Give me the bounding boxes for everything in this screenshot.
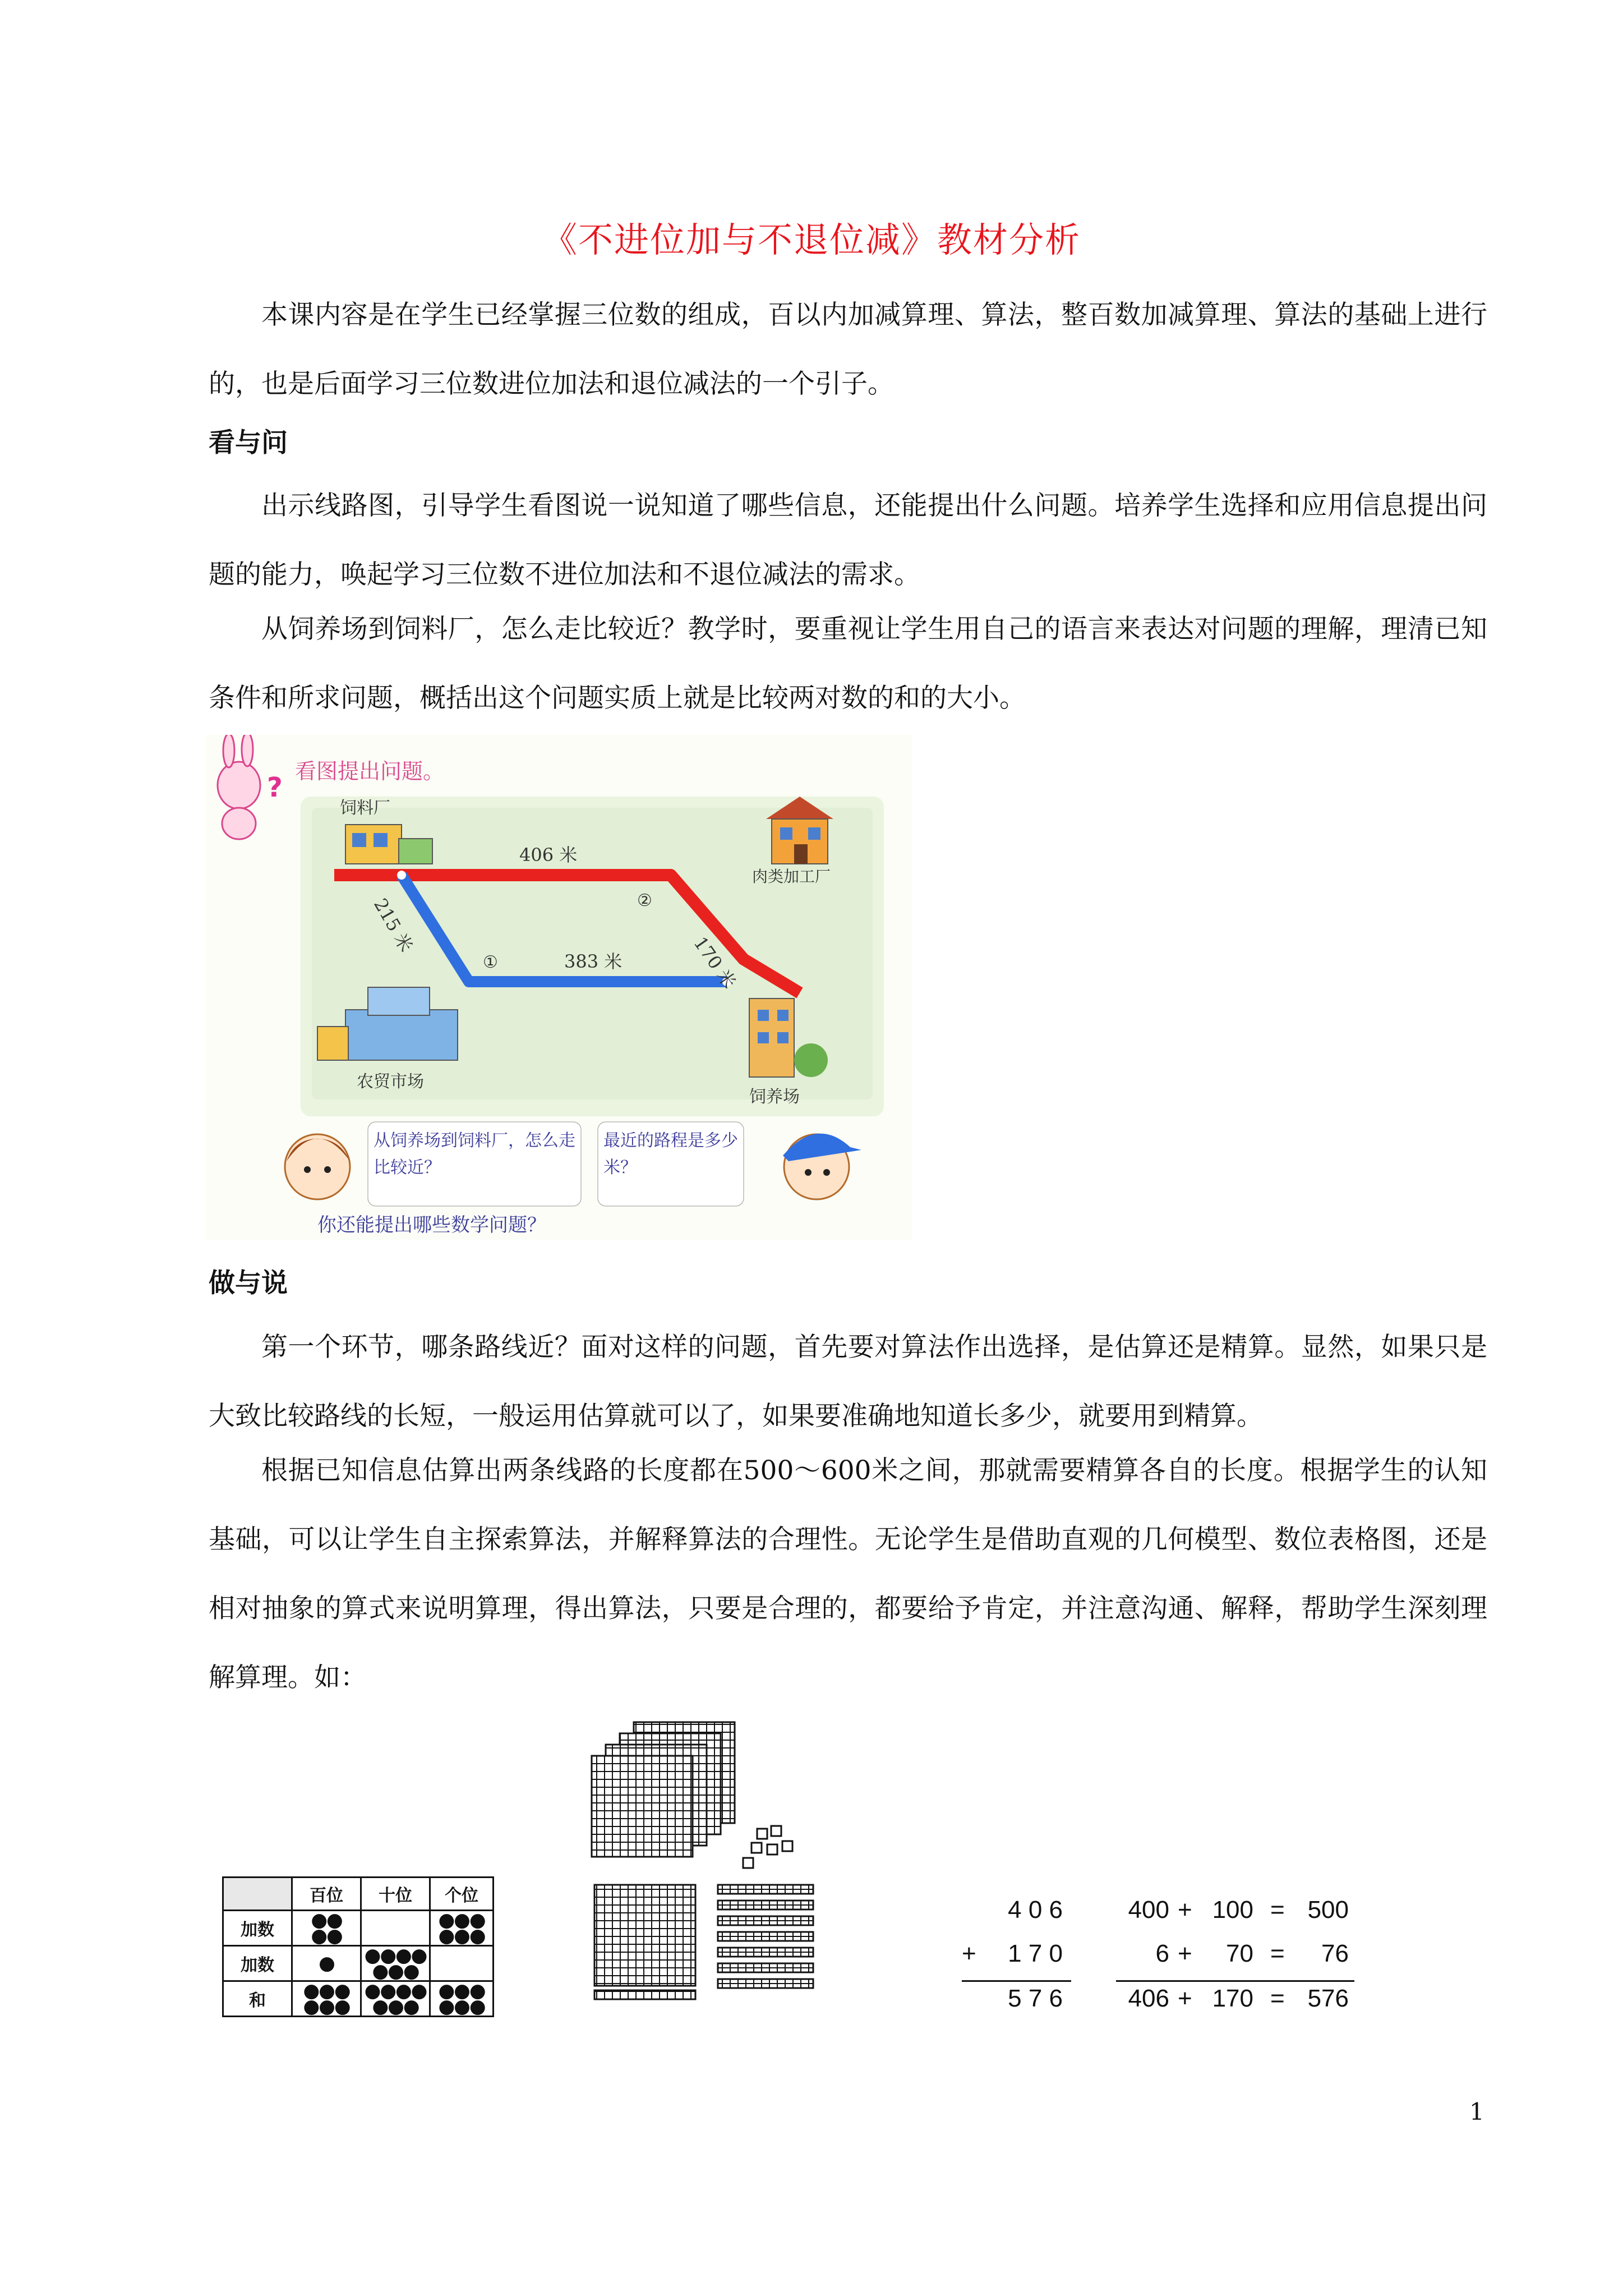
split-1-r: 500 xyxy=(1307,1896,1349,1924)
split-2-b: 70 xyxy=(1226,1940,1253,1967)
split-3-r: 576 xyxy=(1307,1985,1349,2012)
paragraph-look-ask-2: 从饲养场到饲料厂，怎么走比较近？教学时，要重视让学生用自己的语言来表达对问题的理解，理清已知条件和所求问题，概括出这个问题实质上就是比较两对数的和的大小。 xyxy=(209,614,1487,714)
hundreds-flat-icon xyxy=(592,1722,735,1857)
label-farm: 饲养场 xyxy=(749,1087,800,1107)
route-mark-2: ② xyxy=(637,891,652,910)
split-3-eq: = xyxy=(1270,1985,1285,2012)
label-feed-factory: 饲料厂 xyxy=(340,798,390,818)
split-2-op: + xyxy=(1178,1940,1192,1967)
dots-ones: ●●● ●●● xyxy=(430,1911,494,1946)
route-map-illustration xyxy=(205,735,912,1240)
split-3-a: 406 xyxy=(1128,1985,1169,2012)
paragraph-do-say-2: 根据已知信息估算出两条线路的长度都在500～600米之间，那就需要精算各自的长度。根据学生的认知基础，可以让学生自主探索算法，并解释算法的合理性。无论学生是借助直观的几何模型、数位表格图，还是相对抽象的算式来说明算理，得出算法，只要是合理的，都要给予肯定，并注意沟通、解释，帮助学生深刻理解算理。如： xyxy=(209,1455,1487,1693)
dots-ones: ●●● ●●● xyxy=(430,1981,494,2017)
header-hundreds: 百位 xyxy=(292,1878,361,1911)
map-prompt: 看图提出问题。 xyxy=(295,759,445,784)
distance-left: 215 米 xyxy=(370,895,417,956)
intro-paragraph: 本课内容是在学生已经掌握三位数的组成，百以内加减算理、算法，整百数加减算理、算法的基础上进行的，也是后面学习三位数进位加法和退位减法的一个引子。 xyxy=(209,300,1487,399)
header-tens: 十位 xyxy=(361,1878,430,1911)
distance-right: 170 米 xyxy=(689,932,740,993)
route-mark-1: ① xyxy=(483,953,498,972)
addend-1: 4 0 6 xyxy=(1008,1896,1063,1924)
page-title: 《不进位加与不退位减》教材分析 xyxy=(542,219,1081,260)
base-ten-blocks-illustration xyxy=(589,1717,824,2031)
row-label: 和 xyxy=(223,1981,292,2017)
table-corner-cell xyxy=(223,1878,292,1911)
dots-tens: ●●●● ●●● xyxy=(361,1946,430,1981)
tens-rods-icon xyxy=(718,1885,813,1988)
table-row xyxy=(223,1981,494,2017)
split-1-a: 400 xyxy=(1128,1896,1169,1924)
header-ones: 个位 xyxy=(430,1878,494,1911)
table-row xyxy=(223,1946,494,1981)
label-meat-plant: 肉类加工厂 xyxy=(752,867,831,886)
split-3-b: 170 xyxy=(1212,1985,1253,2012)
paragraph-look-ask-1: 出示线路图，引导学生看图说一说知道了哪些信息，还能提出什么问题。培养学生选择和应用信息提出问题的能力，唤起学习三位数不进位加法和不退位减法的需求。 xyxy=(209,490,1487,590)
split-1-op: + xyxy=(1178,1896,1192,1924)
section-heading-do-say: 做与说 xyxy=(209,1268,288,1299)
sum-result: 5 7 6 xyxy=(1008,1985,1063,2012)
table-row xyxy=(223,1911,494,1946)
boy-speech-bubble: 最近的路程是多少米？ xyxy=(603,1131,738,1177)
row-label: 加数 xyxy=(223,1946,292,1981)
split-1-eq: = xyxy=(1270,1896,1285,1924)
section-heading-look-ask: 看与问 xyxy=(209,427,288,458)
dots-tens: ●●●● ●●● xyxy=(361,1981,430,2017)
row-label: 加数 xyxy=(223,1911,292,1946)
hundreds-flat-icon xyxy=(594,1885,695,1999)
split-2-r: 76 xyxy=(1321,1940,1349,1967)
dots-ones xyxy=(430,1946,494,1981)
girl-speech-bubble: 从饲养场到饲料厂，怎么走比较近？ xyxy=(374,1131,575,1177)
paragraph-do-say-1: 第一个环节，哪条路线近？面对这样的问题，首先要对算法作出选择，是估算还是精算。显然，如果只是大致比较路线的长短，一般运用估算就可以了，如果要准确地知道长多少，就要用到精算。 xyxy=(209,1332,1487,1432)
dots-tens xyxy=(361,1911,430,1946)
dots-hundreds: ●●● ●●● xyxy=(292,1981,361,2017)
dots-hundreds: ●● ●● xyxy=(292,1911,361,1946)
plus-sign: + xyxy=(962,1940,976,1967)
dots-hundreds: ● xyxy=(292,1946,361,1981)
distance-top: 406 米 xyxy=(519,844,578,866)
label-market: 农贸市场 xyxy=(357,1072,424,1092)
split-2-eq: = xyxy=(1270,1940,1285,1967)
distance-bottom: 383 米 xyxy=(564,951,623,972)
unit-cubes-icon xyxy=(743,1826,792,1868)
split-1-b: 100 xyxy=(1212,1896,1253,1924)
page-number: 1 xyxy=(1469,2098,1484,2125)
calc-line xyxy=(962,1980,1071,1982)
map-bottom-question: 你还能提出哪些数学问题？ xyxy=(317,1214,546,1236)
girl-icon xyxy=(285,1134,350,1199)
addend-2: 1 7 0 xyxy=(1008,1940,1063,1967)
svg-text:?: ? xyxy=(267,772,283,803)
split-3-op: + xyxy=(1178,1985,1192,2012)
split-2-a: 6 xyxy=(1155,1940,1169,1967)
place-value-table xyxy=(222,1876,494,2017)
calc-line xyxy=(1116,1980,1354,1982)
